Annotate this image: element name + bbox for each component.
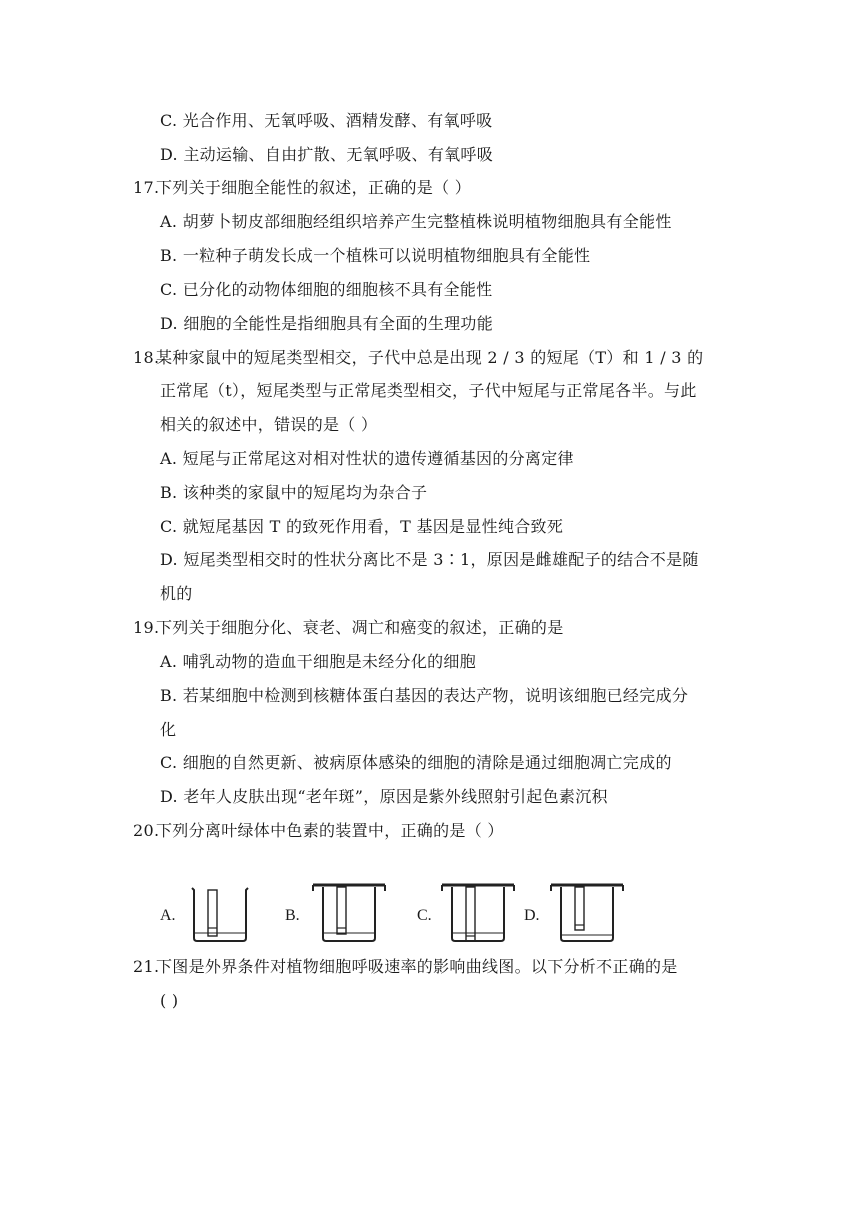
question-text: 下图是外界条件对植物细胞呼吸速率的影响曲线图。以下分析不正确的是 [156,957,678,976]
q21-answer-paren: ( ) [160,991,179,1010]
q19-option-c: C. 细胞的自然更新、被病原体感染的细胞的清除是通过细胞凋亡完成的 [160,753,672,772]
figure-label-c: C. [417,907,432,924]
q17-option-c: C. 已分化的动物体细胞的细胞核不具有全能性 [160,280,493,299]
q18-option-a: A. 短尾与正常尾这对相对性状的遗传遵循基因的分离定律 [160,449,574,468]
q18-option-d-cont: 机的 [160,584,193,603]
q19-option-d: D. 老年人皮肤出现“老年斑”，原因是紫外线照射引起色素沉积 [160,787,608,806]
beaker-figure-d [551,882,623,944]
question-text: 下列关于细胞全能性的叙述，正确的是（ ） [156,178,472,197]
beaker-figure-c [442,882,514,944]
q17-option-b: B. 一粒种子萌发长成一个植株可以说明植物细胞具有全能性 [160,246,591,265]
q17-stem [133,177,471,199]
beaker-figure-a [191,886,251,944]
q21-stem [133,956,678,978]
q17-option-a: A. 胡萝卜韧皮部细胞经组织培养产生完整植株说明植物细胞具有全能性 [160,212,672,231]
q18-stem [133,347,703,369]
question-text: 某种家鼠中的短尾类型相交，子代中总是出现 2 / 3 的短尾（T）和 1 / 3 的 [156,348,704,367]
figure-label-b: B. [285,907,300,924]
figure-label-a: A. [160,907,176,924]
q18-option-b: B. 该种类的家鼠中的短尾均为杂合子 [160,483,428,502]
q18-stem-line3: 相关的叙述中，错误的是（ ） [160,415,378,434]
figure-label-d: D. [524,907,540,924]
question-text: 下列关于细胞分化、衰老、凋亡和癌变的叙述，正确的是 [156,618,564,637]
q19-option-b-cont: 化 [160,720,177,739]
q18-option-d: D. 短尾类型相交时的性状分离比不是 3∶1，原因是雌雄配子的结合不是随 [160,550,699,569]
q16-option-c: C. 光合作用、无氧呼吸、酒精发酵、有氧呼吸 [160,111,493,130]
question-number: 21. [133,957,160,976]
question-number: 20. [133,821,160,840]
q19-option-b: B. 若某细胞中检测到核糖体蛋白基因的表达产物，说明该细胞已经完成分 [160,686,689,705]
q17-option-d: D. 细胞的全能性是指细胞具有全面的生理功能 [160,314,494,333]
question-number: 18. [133,348,160,367]
question-number: 17. [133,178,160,197]
q18-option-c: C. 就短尾基因 T 的致死作用看，T 基因是显性纯合致死 [160,517,564,536]
question-text: 下列分离叶绿体中色素的装置中，正确的是（ ） [156,821,504,840]
q19-stem [133,617,564,639]
q16-option-d: D. 主动运输、自由扩散、无氧呼吸、有氧呼吸 [160,145,494,164]
q18-stem-line2: 正常尾（t），短尾类型与正常尾类型相交，子代中短尾与正常尾各半。与此 [160,381,697,400]
q19-option-a: A. 哺乳动物的造血干细胞是未经分化的细胞 [160,652,477,671]
beaker-figure-b [313,882,385,944]
q20-stem [133,820,504,842]
question-number: 19. [133,618,160,637]
